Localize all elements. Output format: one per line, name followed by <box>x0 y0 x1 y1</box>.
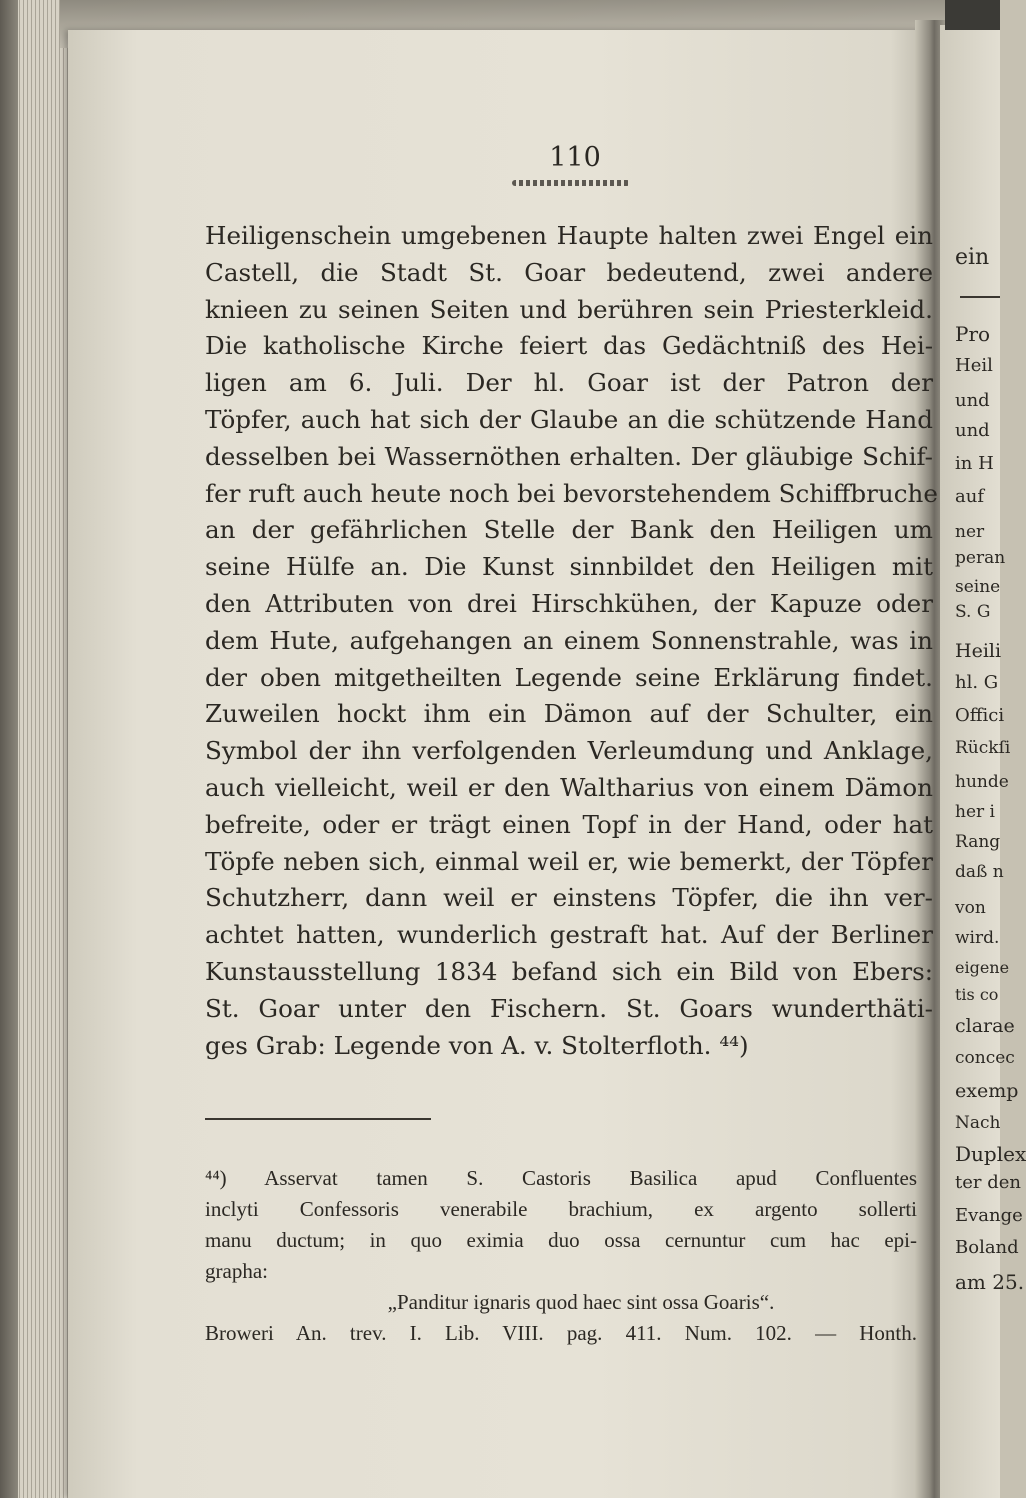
facing-page-fragment: Offici <box>955 705 1005 726</box>
facing-page-fragment: und <box>955 420 990 441</box>
facing-page-fragment: ner <box>955 522 985 542</box>
facing-page-fragment: auf <box>955 486 984 507</box>
facing-page-fragment: und <box>955 390 990 411</box>
footnote-line: grapha: <box>205 1259 268 1283</box>
facing-page-fragment: Evange <box>955 1205 1023 1226</box>
body-line: Castell, die Stadt St. Goar bedeutend, zwei andere <box>205 257 933 287</box>
facing-page-fragment: Rang <box>955 832 1001 852</box>
facing-page-fragment: clarae <box>955 1015 1015 1037</box>
body-line: fer ruft auch heute noch bei bevorstehendem Schiffbruche <box>205 478 938 508</box>
body-line: an der gefährlichen Stelle der Bank den Heiligen um <box>205 515 933 545</box>
facing-page-fragment: in H <box>955 453 994 474</box>
facing-page-fragment: exemp <box>955 1080 1019 1102</box>
facing-page-fragment: eigene <box>955 958 1010 977</box>
body-line: St. Goar unter den Fischern. St. Goars wunderthäti- <box>205 993 933 1023</box>
footnote-line: ⁴⁴) Asservat tamen S. Castoris Basilica apud Confluentes <box>205 1166 917 1190</box>
body-line: den Attributen von drei Hirschkühen, der Kapuze oder <box>205 588 933 618</box>
body-line: Töpfe neben sich, einmal weil er, wie bemerkt, der Töpfer <box>205 846 933 876</box>
body-line: achtet hatten, wunderlich gestraft hat. Auf der Berliner <box>205 920 933 950</box>
body-line: Die katholische Kirche feiert das Gedächtniß des Hei- <box>205 331 933 361</box>
facing-page-fragment: concec <box>955 1048 1015 1068</box>
body-line: Töpfer, auch hat sich der Glaube an die schützende Hand <box>205 404 933 434</box>
body-line: knieen zu seinen Seiten und berühren sein Priesterkleid. <box>205 294 933 324</box>
facing-page-fragment: Heil <box>955 355 993 376</box>
footnote-separator <box>205 1118 431 1120</box>
facing-page-fragment: her i <box>955 802 995 822</box>
body-line: Zuweilen hockt ihm ein Dämon auf der Schulter, ein <box>205 699 933 729</box>
facing-page-fragment: peran <box>955 548 1006 568</box>
facing-page-fragment: tis co <box>955 985 999 1004</box>
facing-page-fragment: ein <box>955 245 990 270</box>
facing-page-fragment: seine <box>955 577 1001 597</box>
body-line: dem Hute, aufgehangen an einem Sonnenstrahle, was in <box>205 625 933 655</box>
body-line: ligen am 6. Juli. Der hl. Goar ist der Patron der <box>205 368 933 398</box>
facing-page-fragment: ter den <box>955 1172 1021 1193</box>
footnote-block <box>205 1163 917 1349</box>
body-line: seine Hülfe an. Die Kunst sinnbildet den Heiligen mit <box>205 552 933 582</box>
page-number: 110 <box>549 142 601 173</box>
body-line: desselben bei Wassernöthen erhalten. Der gläubige Schif- <box>205 441 933 471</box>
facing-page-fragment: wird. <box>955 928 1000 948</box>
body-line: ges Grab: Legende von A. v. Stolterfloth. ⁴⁴) <box>205 1030 749 1060</box>
facing-page-fragment: von <box>955 898 986 918</box>
body-line: befreite, oder er trägt einen Topf in der Hand, oder hat <box>205 809 933 839</box>
background-corner <box>945 0 1000 30</box>
facing-page-fragment: S. G <box>955 602 991 622</box>
body-line: Heiligenschein umgebenen Haupte halten zwei Engel ein <box>205 221 933 250</box>
body-line: Kunstausstellung 1834 befand sich ein Bild von Ebers: <box>205 956 933 986</box>
ornamental-rule <box>512 180 630 186</box>
facing-page-fragment: Boland <box>955 1237 1019 1258</box>
facing-page-rule <box>960 296 1000 298</box>
facing-page-fragment: hl. G <box>955 672 999 693</box>
facing-page-fragment: Rückſi <box>955 738 1011 758</box>
body-line: auch vielleicht, weil er den Waltharius von einem Dämon <box>205 772 933 802</box>
body-line: Symbol der ihn verfolgenden Verleumdung und Anklage, <box>205 736 933 766</box>
facing-page-fragment: daß n <box>955 862 1004 882</box>
facing-page-fragment: am 25. <box>955 1270 1025 1294</box>
facing-page-fragment: Duplex <box>955 1142 1026 1166</box>
book-edge-shadow <box>0 0 18 1498</box>
body-line: Schutzherr, dann weil er einstens Töpfer, die ihn ver- <box>205 883 933 913</box>
body-text <box>205 218 938 1064</box>
facing-page-fragment: Nach <box>955 1113 1001 1133</box>
facing-page-fragment: hunde <box>955 772 1009 792</box>
footnote-line: inclyti Confessoris venerabile brachium, ex argento sollerti <box>205 1197 917 1221</box>
facing-page-fragment: Pro <box>955 322 991 346</box>
footnote-line: manu ductum; in quo eximia duo ossa cernuntur cum hac epi- <box>205 1228 917 1252</box>
body-line: der oben mitgetheilten Legende seine Erklärung findet. <box>205 662 933 692</box>
facing-page-fragment: Heili <box>955 640 1002 662</box>
footnote-citation: Broweri An. trev. I. Lib. VIII. pag. 411. Num. 102. — Honth. <box>205 1321 917 1345</box>
footnote-inscription: „Panditur ignaris quod haec sint ossa Goaris“. <box>387 1290 775 1314</box>
